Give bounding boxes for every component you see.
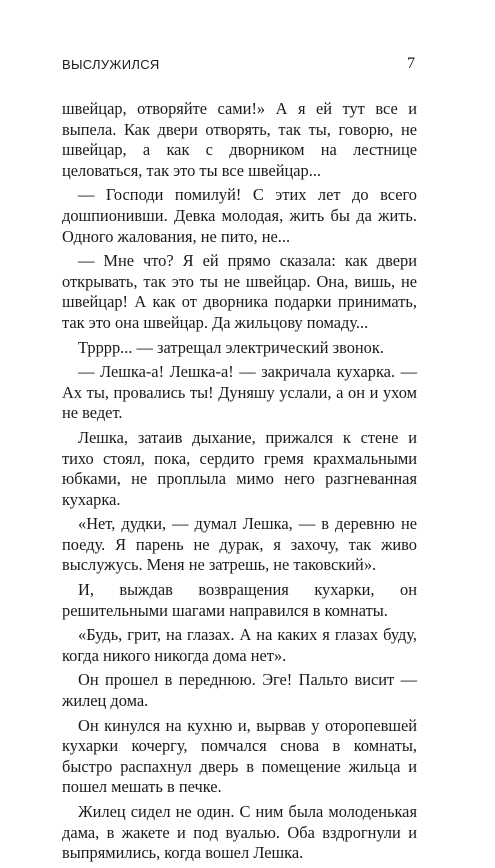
paragraph: И, выждав возвращения кухарки, он решительными шагами направился в комнаты.: [62, 580, 417, 620]
page-number: 7: [407, 55, 415, 72]
paragraph: Трррр... — затрещал электрический звонок.: [78, 337, 384, 357]
paragraph: Он кинулся на кухню и, вырвав у оторопевшей кухарки кочергу, помчался снова в комнаты, быстро распахнул дверь в помещение жильца и пошел мешать в печке.: [62, 715, 417, 797]
paragraph: Жилец сидел не один. С ним была молоденькая дама, в жакете и под вуалью. Оба вздрогнули и выпрямились, когда вошел Лешка.: [62, 802, 417, 863]
paragraph: «Нет, дудки, — думал Лешка, — в деревню не поеду. Я парень не дурак, я захочу, так живо выслужусь. Меня не затрешь, не таковский».: [62, 514, 417, 575]
body-text: [62, 99, 417, 868]
paragraph: «Будь, грит, на глазах. А на каких я глазах буду, когда никого никогда дома нет».: [62, 625, 417, 665]
paragraph: — Лешка-а! Лешка-а! — закричала кухарка. — Ах ты, провались ты! Дуняшу услали, а он и ухом не ведет.: [62, 362, 417, 423]
paragraph: — Мне что? Я ей прямо сказала: как двери открывать, так это ты не швейцар. Она, вишь, не швейцар! А как от дворника подарки принимать, так это она швейцар. Да жильцову помаду...: [62, 251, 417, 332]
paragraph: Лешка, затаив дыхание, прижался к стене и тихо стоял, пока, сердито гремя крахмальными юбками, не проплыла мимо него разгневанная кухарка.: [62, 427, 417, 509]
paragraph: Он прошел в переднюю. Эге! Пальто висит — жилец дома.: [62, 670, 417, 711]
paragraph: — Господи помилуй! С этих лет до всего дошпионивши. Девка молодая, жить бы да жить. Одного жалования, не пито, не...: [62, 185, 417, 246]
chapter-title: ВЫСЛУЖИЛСЯ: [62, 57, 160, 72]
running-header: [62, 57, 415, 77]
paragraph: швейцар, отворяйте сами!» А я ей тут все и выпела. Как двери отворять, так ты, говорю, не швейцар, а как с дворником на лестнице целоваться, так это ты все швейцар...: [62, 99, 417, 180]
